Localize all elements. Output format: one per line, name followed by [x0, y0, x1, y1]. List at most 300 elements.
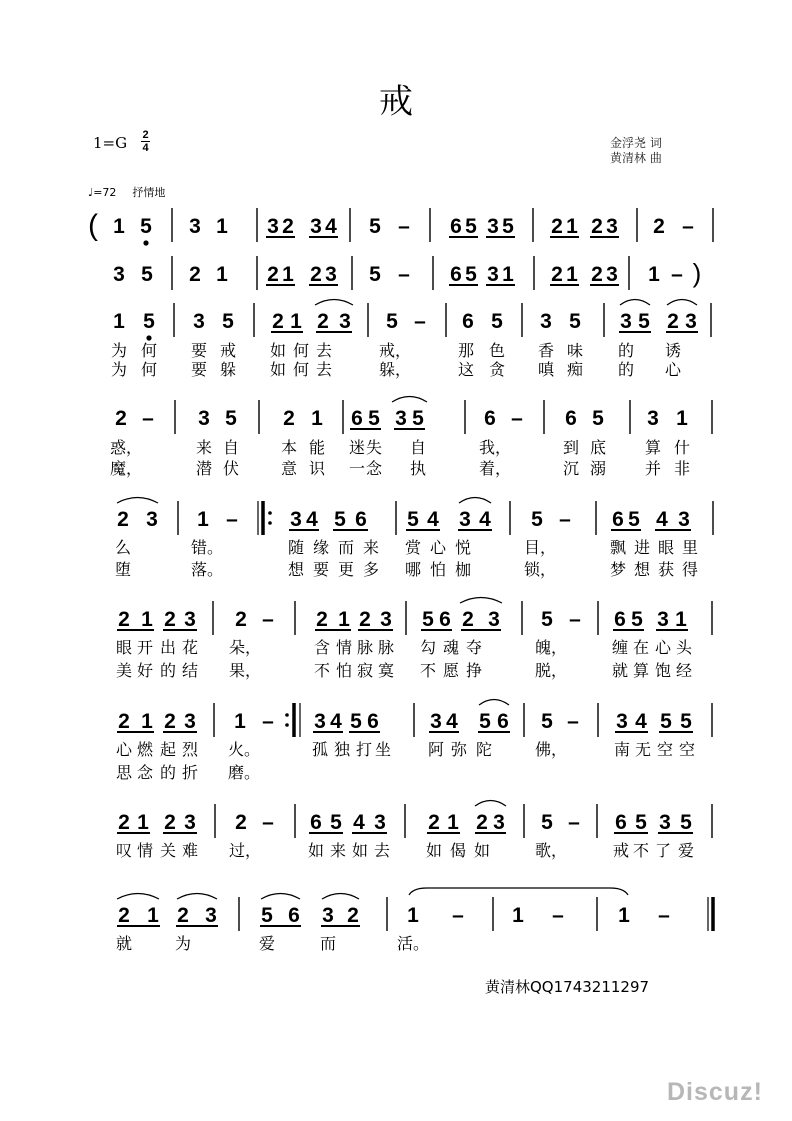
lyric-syllable: 偈 [449, 841, 467, 860]
note: 3 [193, 310, 205, 333]
note: 2 [316, 608, 328, 631]
slur [460, 598, 502, 604]
dash: – [552, 904, 564, 927]
lyric-syllable: 何 [292, 341, 310, 360]
close-paren: ) [692, 258, 702, 288]
dash: – [559, 508, 571, 531]
slur [459, 498, 491, 504]
lyric-syllable: 夺 [465, 638, 483, 657]
note: 6 [612, 508, 624, 531]
lyric-syllable: 脉 [377, 638, 395, 657]
lyric-syllable: 识 [308, 459, 326, 478]
lyric-syllable: 失 [365, 438, 383, 457]
note: 5 [369, 263, 381, 286]
dash: – [398, 263, 410, 286]
lyric-syllable: 自 [222, 438, 240, 457]
lyric-syllable: 算 [644, 438, 662, 457]
note: 1 [141, 608, 153, 631]
note: 6 [615, 811, 627, 834]
note: 1 [311, 407, 323, 430]
lyric-syllable: 贪 [488, 360, 506, 379]
note: 5 [222, 310, 234, 333]
note: 4 [427, 508, 439, 531]
lyric-syllable: 香 [537, 341, 555, 360]
lyric-syllable: 色 [488, 341, 506, 360]
lyric-syllable: 么 [114, 538, 132, 557]
lyric-syllable: 到 [562, 438, 580, 457]
note: 5 [638, 310, 650, 333]
dash: – [262, 811, 274, 834]
lyric-syllable: 关 [159, 841, 177, 860]
note: 1 [113, 310, 125, 333]
lyric-syllable: 目， [523, 538, 557, 557]
lyric-syllable: 朵， [228, 638, 262, 657]
open-paren: ( [88, 209, 98, 242]
lyric-syllable: 锁， [523, 560, 557, 579]
lyric-syllable: 眼 [657, 538, 675, 557]
note: 5 [350, 710, 362, 733]
lyric-syllable: 我， [478, 438, 512, 457]
time-signature-bottom: 4 [142, 142, 149, 154]
note: 1 [512, 904, 524, 927]
note: 6 [462, 310, 474, 333]
note: 5 [422, 608, 434, 631]
note: 2 [118, 811, 130, 834]
lyric-syllable: 爱 [258, 934, 276, 953]
lyric-syllable: 一 [348, 459, 366, 478]
lyric-syllable: 诱 [664, 341, 682, 360]
lyric-syllable: 如 [307, 841, 325, 860]
note: 2 [551, 215, 563, 238]
lyric-syllable: 爱 [677, 841, 695, 860]
lyric-syllable: 魔， [109, 459, 143, 478]
lyric-syllable: 去 [315, 341, 333, 360]
note: 5 [491, 310, 503, 333]
lyric-syllable: 难 [181, 841, 199, 860]
note: 6 [355, 508, 367, 531]
note: 6 [565, 407, 577, 430]
note: 5 [407, 508, 419, 531]
note: 3 [314, 710, 326, 733]
lyric-syllable: 念 [136, 763, 154, 782]
lyric-syllable: 磨。 [227, 763, 261, 782]
lyric-syllable: 不 [632, 841, 650, 860]
note: 1 [447, 811, 459, 834]
note: 5 [592, 407, 604, 430]
note: 2 [118, 904, 130, 927]
tie [409, 888, 628, 895]
lyric-syllable: 潜 [195, 459, 213, 478]
slur [177, 894, 217, 900]
lyric-syllable: 随 [287, 538, 305, 557]
note: 3 [430, 710, 442, 733]
note: 3 [310, 215, 322, 238]
lyric-syllable: 枷 [454, 560, 472, 579]
lyric-syllable: 算 [632, 661, 650, 680]
note: 3 [205, 904, 217, 927]
lyric-syllable: 独 [333, 740, 351, 759]
lyric-syllable: 起 [159, 740, 177, 759]
slur [117, 894, 159, 900]
note: 3 [184, 811, 196, 834]
lyric-syllable: 本 [280, 438, 298, 457]
note: 2 [359, 608, 371, 631]
lyric-syllable: 何 [140, 360, 158, 379]
note: 1 [147, 904, 159, 927]
lyric-syllable: 错。 [190, 538, 224, 557]
lyric-syllable: 愿 [442, 661, 460, 680]
slur [392, 397, 427, 403]
lyric-syllable: 来 [329, 841, 347, 860]
note: 5 [369, 215, 381, 238]
tempo-value: ♩=72 [88, 186, 117, 199]
lyric-syllable: 并 [644, 459, 662, 478]
note: 3 [493, 811, 505, 834]
lyric-syllable: 堕 [114, 560, 132, 579]
note: 5 [330, 811, 342, 834]
note: 1 [234, 710, 246, 733]
note: 2 [428, 811, 440, 834]
lyric-syllable: 如 [425, 841, 443, 860]
note: 2 [347, 904, 359, 927]
time-signature-top: 2 [142, 129, 149, 141]
note: 2 [189, 263, 201, 286]
slur [117, 498, 158, 504]
lyric-syllable: 何 [292, 360, 310, 379]
note: 6 [450, 263, 462, 286]
lyric-syllable: 好 [136, 661, 154, 680]
lyric-syllable: 自 [409, 438, 427, 457]
repeat-dot [285, 713, 289, 717]
lyric-syllable: 空 [678, 740, 696, 759]
note: 2 [283, 407, 295, 430]
lyric-syllable: 这 [457, 360, 475, 379]
lyric-syllable: 底 [589, 438, 607, 457]
note: 2 [272, 310, 284, 333]
lyric-syllable: 的 [159, 661, 177, 680]
dash: – [226, 508, 238, 531]
note: 1 [648, 263, 660, 286]
note: 3 [659, 811, 671, 834]
dash: – [568, 811, 580, 834]
slur [261, 894, 300, 900]
note: 3 [540, 310, 552, 333]
note: 1 [618, 904, 630, 927]
note: 6 [439, 608, 451, 631]
note: 6 [367, 710, 379, 733]
octave-dot [143, 240, 148, 245]
repeat-dot [268, 511, 272, 515]
note: 3 [647, 407, 659, 430]
lyric-syllable: 为 [174, 934, 192, 953]
note: 4 [325, 215, 337, 238]
note: 3 [487, 263, 499, 286]
lyric-syllable: 沉 [562, 459, 580, 478]
lyric-syllable: 脱， [534, 661, 568, 680]
note: 5 [660, 710, 672, 733]
note: 5 [569, 310, 581, 333]
note: 6 [484, 407, 496, 430]
note: 4 [635, 710, 647, 733]
note: 3 [678, 508, 690, 531]
note: 1 [675, 608, 687, 631]
note: 5 [680, 811, 692, 834]
note: 5 [412, 407, 424, 430]
note: 5 [225, 407, 237, 430]
slur [475, 801, 506, 807]
note: 3 [267, 215, 279, 238]
note: 1 [197, 508, 209, 531]
note: 3 [488, 608, 500, 631]
lyric-syllable: 去 [373, 841, 391, 860]
lyric-syllable: 哪 [404, 560, 422, 579]
discuz-watermark: Discuz! [667, 1078, 763, 1106]
lyric-syllable: 着， [478, 459, 512, 478]
note: 5 [628, 508, 640, 531]
note: 2 [115, 407, 127, 430]
lyric-syllable: 寂 [356, 661, 374, 680]
note: 2 [267, 263, 279, 286]
lyric-syllable: 来 [195, 438, 213, 457]
note: 1 [113, 215, 125, 238]
lyric-syllable: 念 [365, 459, 383, 478]
lyric-syllable: 打 [355, 740, 373, 759]
lyric-syllable: 心 [664, 360, 682, 379]
lyric-syllable: 如 [351, 841, 369, 860]
note: 1 [137, 811, 149, 834]
note: 2 [667, 310, 679, 333]
note: 3 [146, 508, 158, 531]
lyric-syllable: 躲 [219, 360, 237, 379]
lyric-syllable: 勾 [419, 638, 437, 657]
lyric-syllable: 要 [190, 360, 208, 379]
lyric-syllable: 头 [675, 638, 693, 657]
note: 3 [620, 310, 632, 333]
lyric-syllable: 嗔 [537, 360, 555, 379]
note: 2 [462, 608, 474, 631]
note: 6 [288, 904, 300, 927]
lyric-syllable: 飘 [609, 538, 627, 557]
dash: – [262, 608, 274, 631]
note: 2 [164, 811, 176, 834]
lyric-syllable: 能 [308, 438, 326, 457]
note: 5 [334, 508, 346, 531]
repeat-dot [285, 723, 289, 727]
lyricist-credit: 金浮尧 词 [610, 136, 662, 150]
lyric-syllable: 烈 [181, 740, 199, 759]
note: 2 [476, 811, 488, 834]
lyric-syllable: 火。 [227, 740, 261, 759]
dash: – [671, 263, 683, 286]
lyric-syllable: 无 [634, 740, 652, 759]
lyric-syllable: 过， [228, 841, 262, 860]
lyric-syllable: 落。 [190, 560, 224, 579]
note: 5 [541, 608, 553, 631]
dash: – [262, 710, 274, 733]
note: 1 [676, 407, 688, 430]
lyric-syllable: 魄， [534, 638, 568, 657]
dash: – [567, 710, 579, 733]
note: 3 [198, 407, 210, 430]
dash: – [414, 310, 426, 333]
note: 3 [184, 710, 196, 733]
note: 5 [368, 407, 380, 430]
note: 2 [118, 710, 130, 733]
note: 5 [680, 710, 692, 733]
lyric-syllable: 要 [312, 560, 330, 579]
lyric-syllable: 如 [473, 841, 491, 860]
slur [315, 300, 353, 306]
slur [322, 894, 359, 900]
lyric-syllable: 魂 [442, 638, 460, 657]
note: 3 [459, 508, 471, 531]
lyric-syllable: 想 [287, 560, 305, 579]
lyric-syllable: 而 [319, 934, 337, 953]
lyric-syllable: 饱 [654, 661, 672, 680]
octave-dot [146, 335, 151, 340]
lyric-syllable: 的 [617, 341, 635, 360]
slur [620, 300, 650, 306]
lyric-syllable: 戒， [378, 341, 412, 360]
lyric-syllable: 意 [280, 459, 298, 478]
note: 5 [635, 811, 647, 834]
note: 3 [395, 407, 407, 430]
lyric-syllable: 美 [115, 661, 133, 680]
lyric-syllable: 折 [181, 763, 199, 782]
dash: – [658, 904, 670, 927]
lyric-syllable: 怕 [335, 661, 353, 680]
lyric-syllable: 痴 [566, 360, 584, 379]
note: 5 [143, 310, 155, 333]
note: 1 [407, 904, 419, 927]
note: 3 [657, 608, 669, 631]
note: 1 [282, 263, 294, 286]
dash: – [569, 608, 581, 631]
note: 1 [502, 263, 514, 286]
note: 2 [551, 263, 563, 286]
dash: – [142, 407, 154, 430]
note: 2 [164, 608, 176, 631]
note: 3 [339, 310, 351, 333]
note: 5 [502, 215, 514, 238]
lyric-syllable: 就 [115, 934, 133, 953]
note: 6 [310, 811, 322, 834]
lyric-syllable: 得 [681, 560, 699, 579]
lyric-syllable: 想 [633, 560, 651, 579]
note: 3 [616, 710, 628, 733]
lyric-syllable: 躲， [378, 360, 412, 379]
note: 5 [531, 508, 543, 531]
note: 5 [261, 904, 273, 927]
lyric-syllable: 含 [313, 638, 331, 657]
lyric-syllable: 情 [335, 638, 353, 657]
lyric-syllable: 歌， [534, 841, 568, 860]
note: 3 [113, 263, 125, 286]
note: 2 [177, 904, 189, 927]
note: 5 [631, 608, 643, 631]
lyric-syllable: 什 [673, 438, 691, 457]
dash: – [398, 215, 410, 238]
lyric-syllable: 要 [190, 341, 208, 360]
lyric-syllable: 陀 [475, 740, 493, 759]
lyric-syllable: 如 [269, 360, 287, 379]
lyric-syllable: 梦 [609, 560, 627, 579]
lyric-syllable: 里 [681, 538, 699, 557]
repeat-dot [268, 521, 272, 525]
note: 2 [164, 710, 176, 733]
lyric-syllable: 味 [566, 341, 584, 360]
lyric-syllable: 何 [140, 341, 158, 360]
note: 6 [614, 608, 626, 631]
note: 4 [479, 508, 491, 531]
lyric-syllable: 戒 [612, 841, 630, 860]
lyric-syllable: 非 [673, 459, 691, 478]
lyric-syllable: 阿 [427, 740, 445, 759]
note: 3 [606, 215, 618, 238]
lyric-syllable: 花 [181, 638, 199, 657]
note: 2 [282, 215, 294, 238]
lyric-syllable: 结 [181, 661, 199, 680]
note: 5 [541, 811, 553, 834]
lyric-syllable: 那 [457, 341, 475, 360]
note: 6 [351, 407, 363, 430]
note: 5 [541, 710, 553, 733]
note: 5 [141, 263, 153, 286]
note: 2 [591, 263, 603, 286]
lyric-syllable: 空 [656, 740, 674, 759]
lyric-syllable: 在 [632, 638, 650, 657]
note: 4 [446, 710, 458, 733]
note: 5 [465, 263, 477, 286]
lyric-syllable: 心 [115, 740, 133, 759]
lyric-syllable: 进 [633, 538, 651, 557]
note: 3 [606, 263, 618, 286]
note: 5 [140, 215, 152, 238]
lyric-syllable: 弥 [450, 740, 468, 759]
note: 1 [216, 263, 228, 286]
lyric-syllable: 脉 [356, 638, 374, 657]
note: 2 [118, 608, 130, 631]
lyric-syllable: 果， [228, 661, 262, 680]
note: 3 [374, 811, 386, 834]
note: 2 [591, 215, 603, 238]
lyric-syllable: 叹 [115, 841, 133, 860]
note: 4 [306, 508, 318, 531]
lyric-syllable: 惑， [109, 438, 143, 457]
note: 1 [290, 310, 302, 333]
lyric-syllable: 为 [110, 360, 128, 379]
slur [667, 300, 697, 306]
note: 3 [184, 608, 196, 631]
lyric-syllable: 赏 [404, 538, 422, 557]
expression-marking: 抒情地 [132, 186, 166, 199]
note: 2 [235, 811, 247, 834]
note: 6 [450, 215, 462, 238]
song-title: 戒 [379, 82, 413, 122]
note: 1 [338, 608, 350, 631]
note: 2 [317, 310, 329, 333]
dash: – [682, 215, 694, 238]
dash: – [511, 407, 523, 430]
lyric-syllable: 南 [613, 740, 631, 759]
lyric-syllable: 活。 [396, 934, 430, 953]
note: 3 [380, 608, 392, 631]
note: 3 [487, 215, 499, 238]
note: 1 [566, 263, 578, 286]
lyric-syllable: 伏 [222, 459, 240, 478]
lyric-syllable: 为 [110, 341, 128, 360]
slur [479, 700, 509, 706]
